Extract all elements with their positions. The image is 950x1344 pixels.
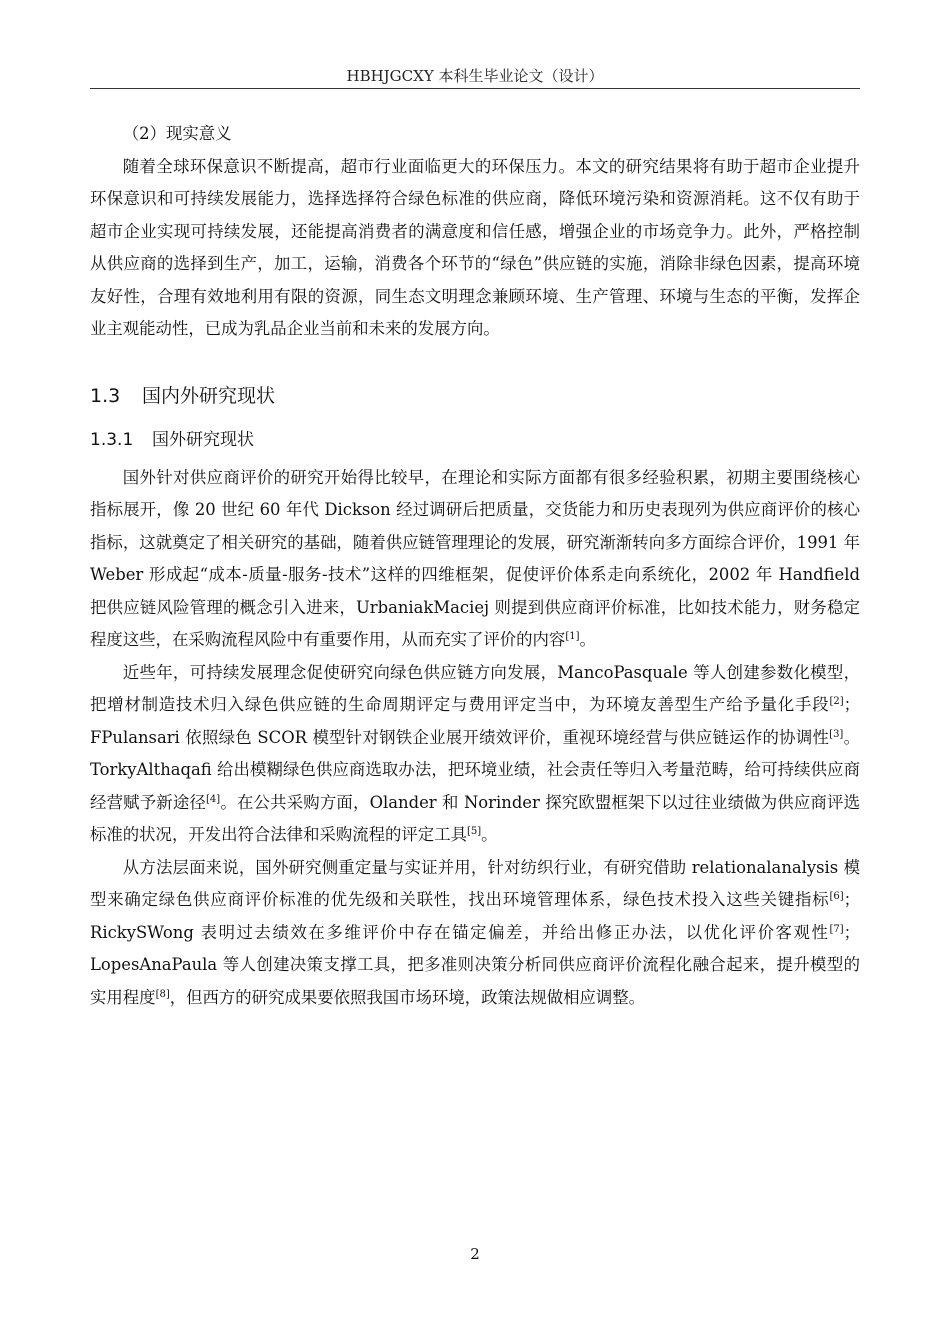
citation-8: [8] xyxy=(155,988,170,1000)
page-body xyxy=(90,118,860,1014)
section-number: 1.3 xyxy=(90,384,121,407)
paragraph-text: ，但西方的研究成果要依照我国市场环境，政策法规做相应调整。 xyxy=(169,987,646,1007)
citation-4: [4] xyxy=(206,793,221,805)
citation-7: [7] xyxy=(829,923,844,935)
section-title: 国内外研究现状 xyxy=(142,384,276,407)
paragraph-practical-significance: 随着全球环保意识不断提高，超市行业面临更大的环保压力。本文的研究结果将有助于超市企业提升环保意识和可持续发展能力，选择选择符合绿色标准的供应商，降低环境污染和资源消耗。这不仅有助于超市企业实现可持续发展，还能提高消费者的满意度和信任感，增强企业的市场竞争力。此外，严格控制从供应商的选择到生产，加工，运输，消费各个环节的“绿色”供应链的实施，消除非绿色因素，提高环境友好性，合理有效地利用有限的资源，同生态文明理念兼顾环境、生产管理、环境与生态的平衡，发挥企业主观能动性，已成为乳品企业当前和未来的发展方向。 xyxy=(90,156,860,338)
subsection-number: 1.3.1 xyxy=(90,429,134,450)
paragraph-end: 。 xyxy=(481,825,498,844)
citation-3: [3] xyxy=(829,728,844,740)
section-label: （2）现实意义 xyxy=(122,124,232,143)
paragraph-end: 。 xyxy=(579,630,596,649)
citation-2: [2] xyxy=(829,696,844,707)
subsection-title: 国外研究现状 xyxy=(152,429,254,450)
citation-6: [6] xyxy=(829,891,844,902)
paragraph-text: 国外针对供应商评价的研究开始得比较早，在理论和实际方面都有很多经验积累，初期主要围绕核心指标展开，像 20 世纪 60 年代 Dickson 经过调研后把质量，交货能力和历史表现列为供应商评价的核心指标，这就奠定了相关研究的基础，随着供应链管理理论的发展，研究渐渐转向多方面综合评价，1991 年 Weber 形成起“成本-质量-服务-技术”这样的四维框架，促使评价体系走向系统化，2002 年 Handfield 把供应链风险管理的概念引入进来，UrbaniakMaciej 则提到供应商评价标准，比如技术能力，财务稳定程度这些，在采购流程风险中有重要作用，从而充实了评价的内容 xyxy=(90,467,860,649)
paragraph-text: ；LopesAnaPaula 等人创建决策支撑工具，把多准则决策分析同供应商评价流程化融合起来，提升模型的实用程度 xyxy=(90,922,860,1007)
subsection-heading xyxy=(90,424,860,456)
paragraph-text: 从方法层面来说，国外研究侧重定量与实证并用，针对纺织行业，有研究借助 relationalanalysis 模型来确定绿色供应商评价标准的优先级和关联性，找出环境管理体系，绿色技术投入这些关键指标 xyxy=(90,857,860,909)
header-rule xyxy=(90,88,860,89)
paragraph-foreign-research-2 xyxy=(90,657,860,852)
citation-1: [1] xyxy=(565,631,580,642)
paragraph-text: 。在公共采购方面，Olander 和 Norinder 探究欧盟框架下以过往业绩做为供应商评选标准的状况，开发出符合法律和采购流程的评定工具 xyxy=(90,792,860,844)
section-heading xyxy=(90,380,860,412)
paragraph-foreign-research-1 xyxy=(90,462,860,657)
paragraph-text: ；FPulansari 依照绿色 SCOR 模型针对钢铁企业展开绩效评价，重视环境经营与供应链运作的协调性 xyxy=(90,695,860,747)
citation-5: [5] xyxy=(466,826,482,837)
paragraph-text: 近些年，可持续发展理念促使研究向绿色供应链方向发展，MancoPasquale 等人创建参数化模型，把增材制造技术归入绿色供应链的生命周期评定与费用评定当中，为环境友善型生产给予量化手段 xyxy=(90,662,860,714)
paragraph-text: ；RickySWong 表明过去绩效在多维评价中存在锚定偏差，并给出修正办法，以优化评价客观性 xyxy=(90,890,860,942)
running-header: HBHJGCXY 本科生毕业论文（设计） xyxy=(346,67,604,85)
page-number: 2 xyxy=(470,1245,480,1263)
paragraph-text: 。TorkyAlthaqafi 给出模糊绿色供应商选取办法，把环境业绩，社会责任等归入考量范畴，给可持续供应商经营赋予新途径 xyxy=(90,727,861,812)
paragraph-foreign-research-3 xyxy=(90,852,860,1015)
